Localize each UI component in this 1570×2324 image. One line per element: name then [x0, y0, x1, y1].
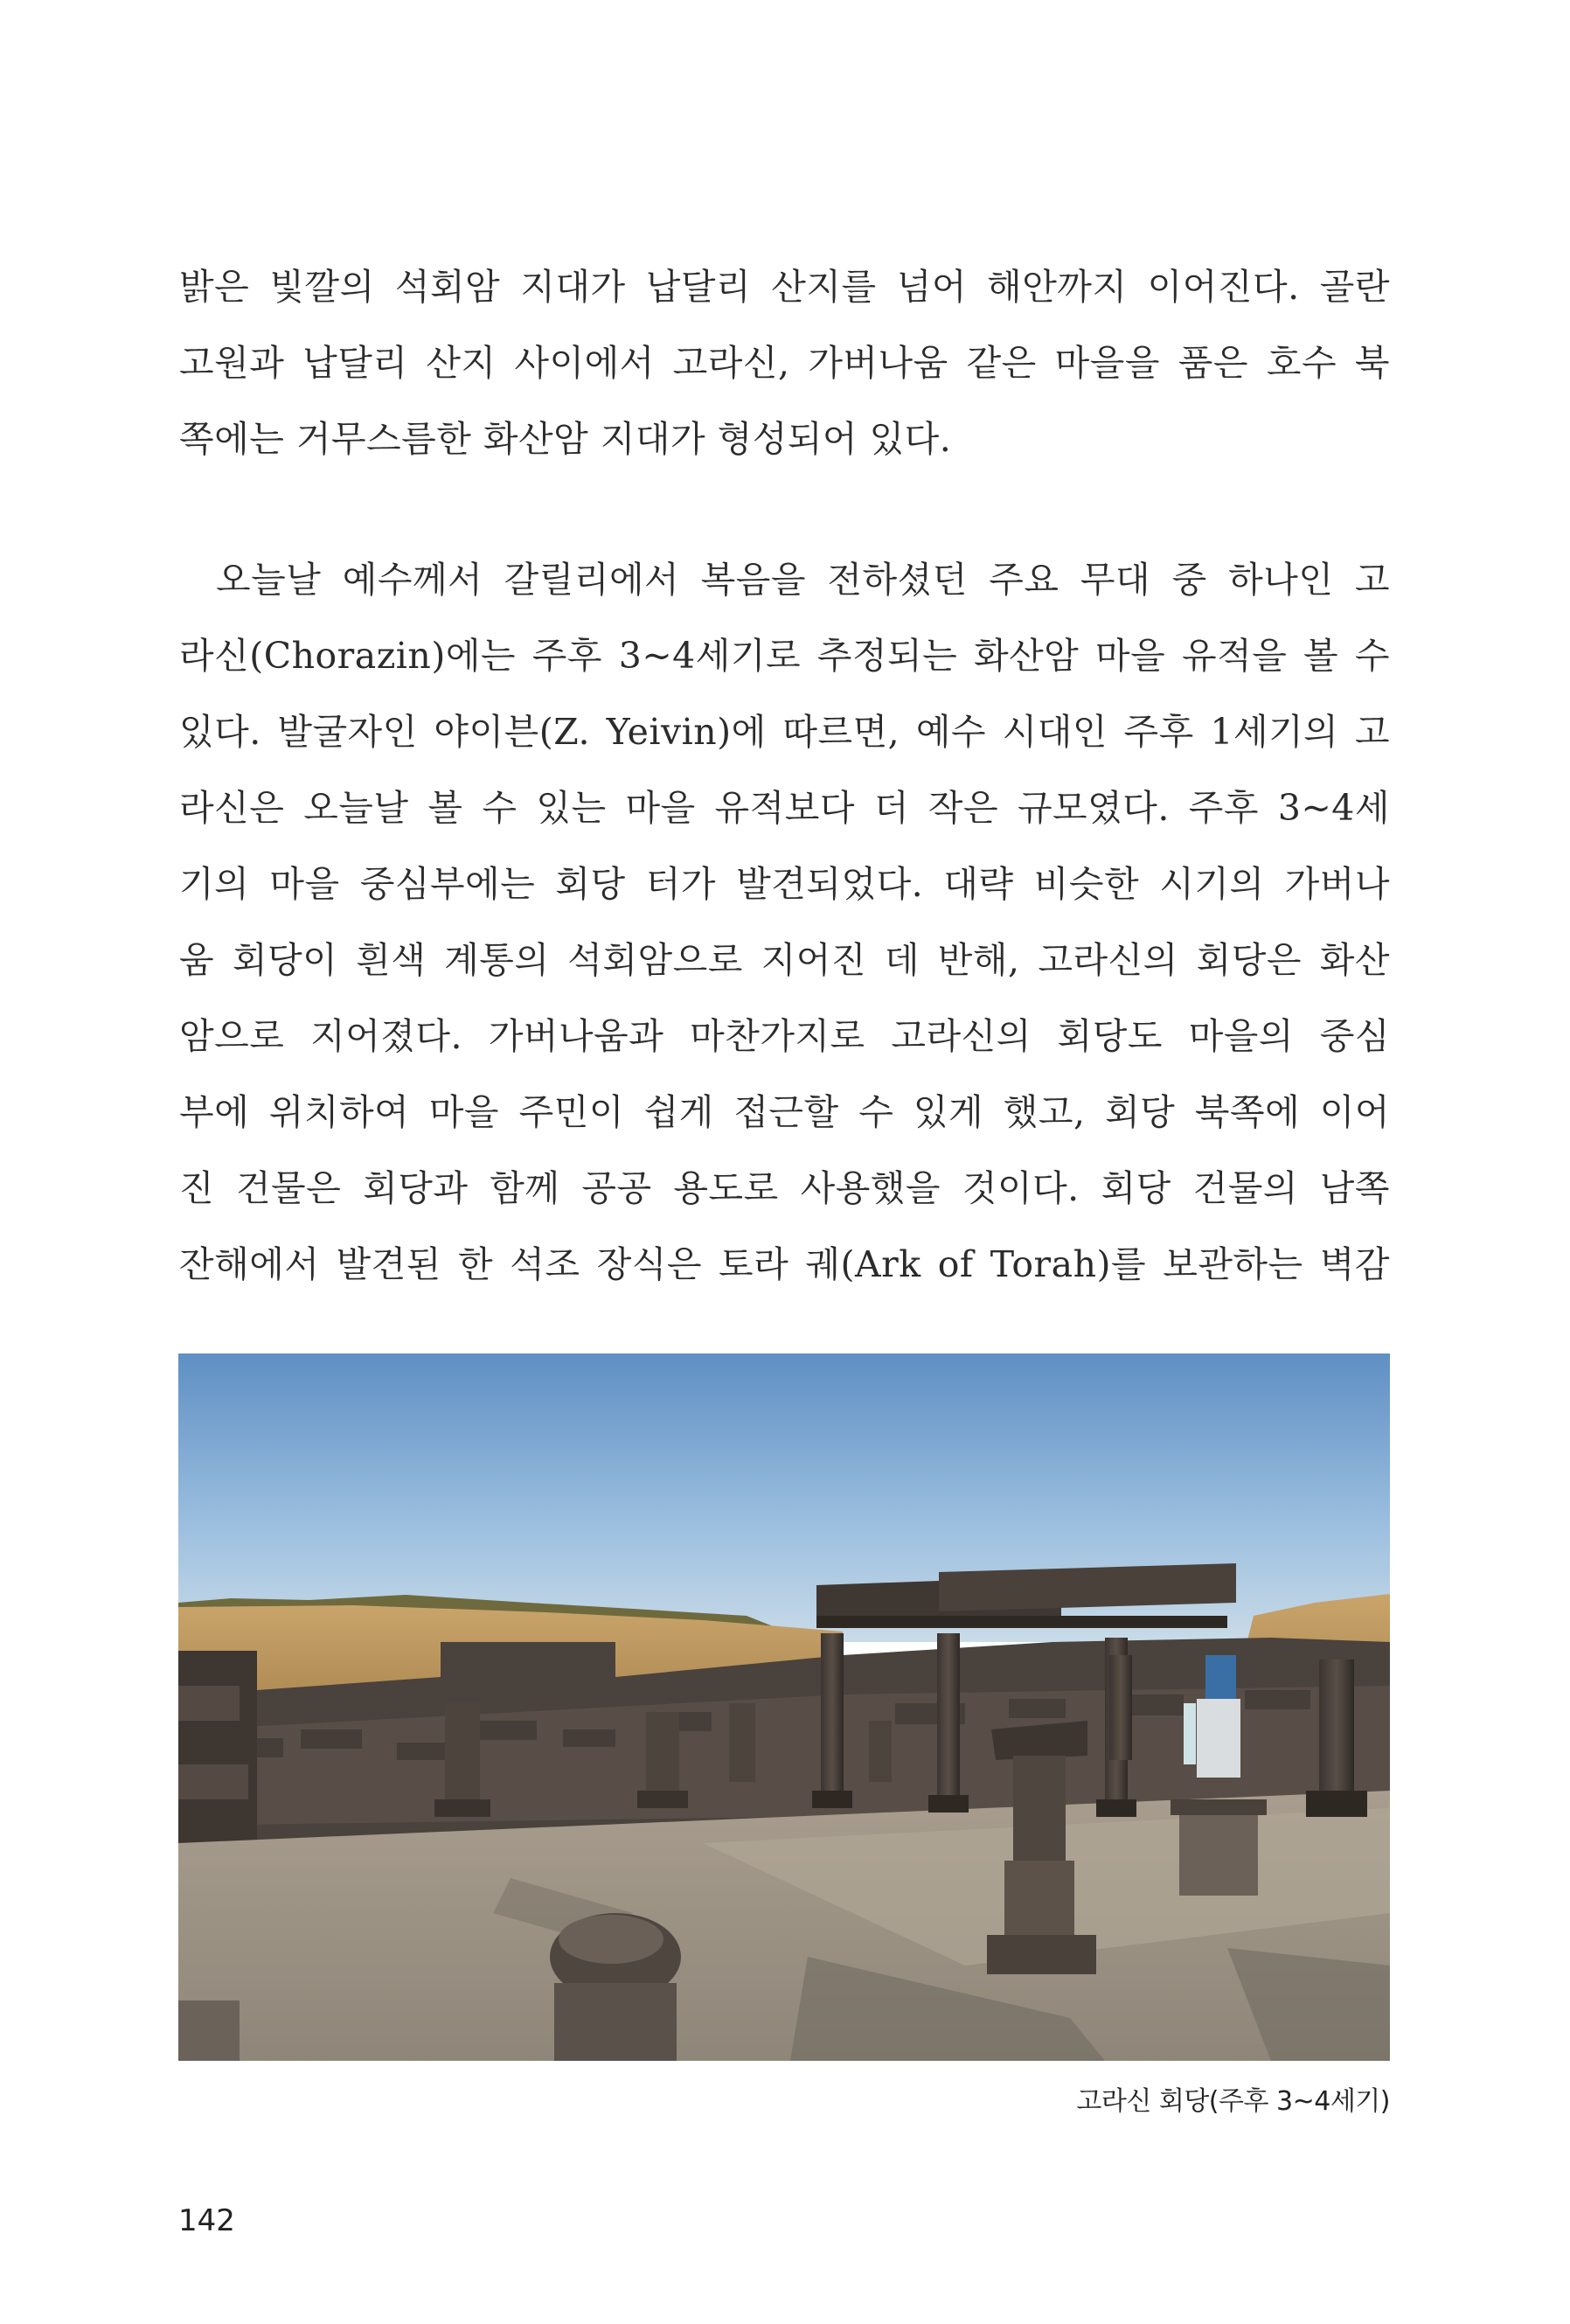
- text-line: 기의 마을 중심부에는 회당 터가 발견되었다. 대략 비슷한 시기의 가버나: [179, 863, 1390, 905]
- page-number: 142: [178, 2203, 235, 2238]
- text-line: 오늘날 예수께서 갈릴리에서 복음을 전하셨던 주요 무대 중 하나인 고: [216, 559, 1390, 601]
- text-line: 라신(Chorazin)에는 주후 3~4세기로 추정되는 화산암 마을 유적을 볼 수: [179, 635, 1390, 677]
- text-line: 고원과 납달리 산지 사이에서 고라신, 가버나움 같은 마을을 품은 호수 북: [179, 342, 1390, 384]
- text-line: 쪽에는 거무스름한 화산암 지대가 형성되어 있다.: [179, 418, 952, 460]
- text-line: 진 건물은 회당과 함께 공공 용도로 사용했을 것이다. 회당 건물의 남쪽: [179, 1167, 1390, 1209]
- text-line: 있다. 발굴자인 야이븐(Z. Yeivin)에 따르면, 예수 시대인 주후 1세기의 고: [179, 711, 1390, 753]
- text-line: 잔해에서 발견된 한 석조 장식은 토라 궤(Ark of Torah)를 보관하는 벽감: [179, 1243, 1390, 1285]
- photo-caption: 고라신 회당(주후 3~4세기): [1076, 2086, 1390, 2117]
- text-line: 부에 위치하여 마을 주민이 쉽게 접근할 수 있게 했고, 회당 북쪽에 이어: [179, 1091, 1390, 1133]
- text-line: 라신은 오늘날 볼 수 있는 마을 유적보다 더 작은 규모였다. 주후 3~4세: [179, 787, 1390, 829]
- text-line: 암으로 지어졌다. 가버나움과 마찬가지로 고라신의 회당도 마을의 중심: [179, 1015, 1390, 1057]
- text-line: 움 회당이 흰색 계통의 석회암으로 지어진 데 반해, 고라신의 회당은 화산: [179, 939, 1390, 981]
- paragraph-1: [179, 249, 1390, 477]
- synagogue-ruins-photo: [178, 1353, 1390, 2061]
- text-line: 밝은 빛깔의 석회암 지대가 납달리 산지를 넘어 해안까지 이어진다. 골란: [179, 266, 1390, 308]
- paragraph-2: [179, 542, 1390, 1303]
